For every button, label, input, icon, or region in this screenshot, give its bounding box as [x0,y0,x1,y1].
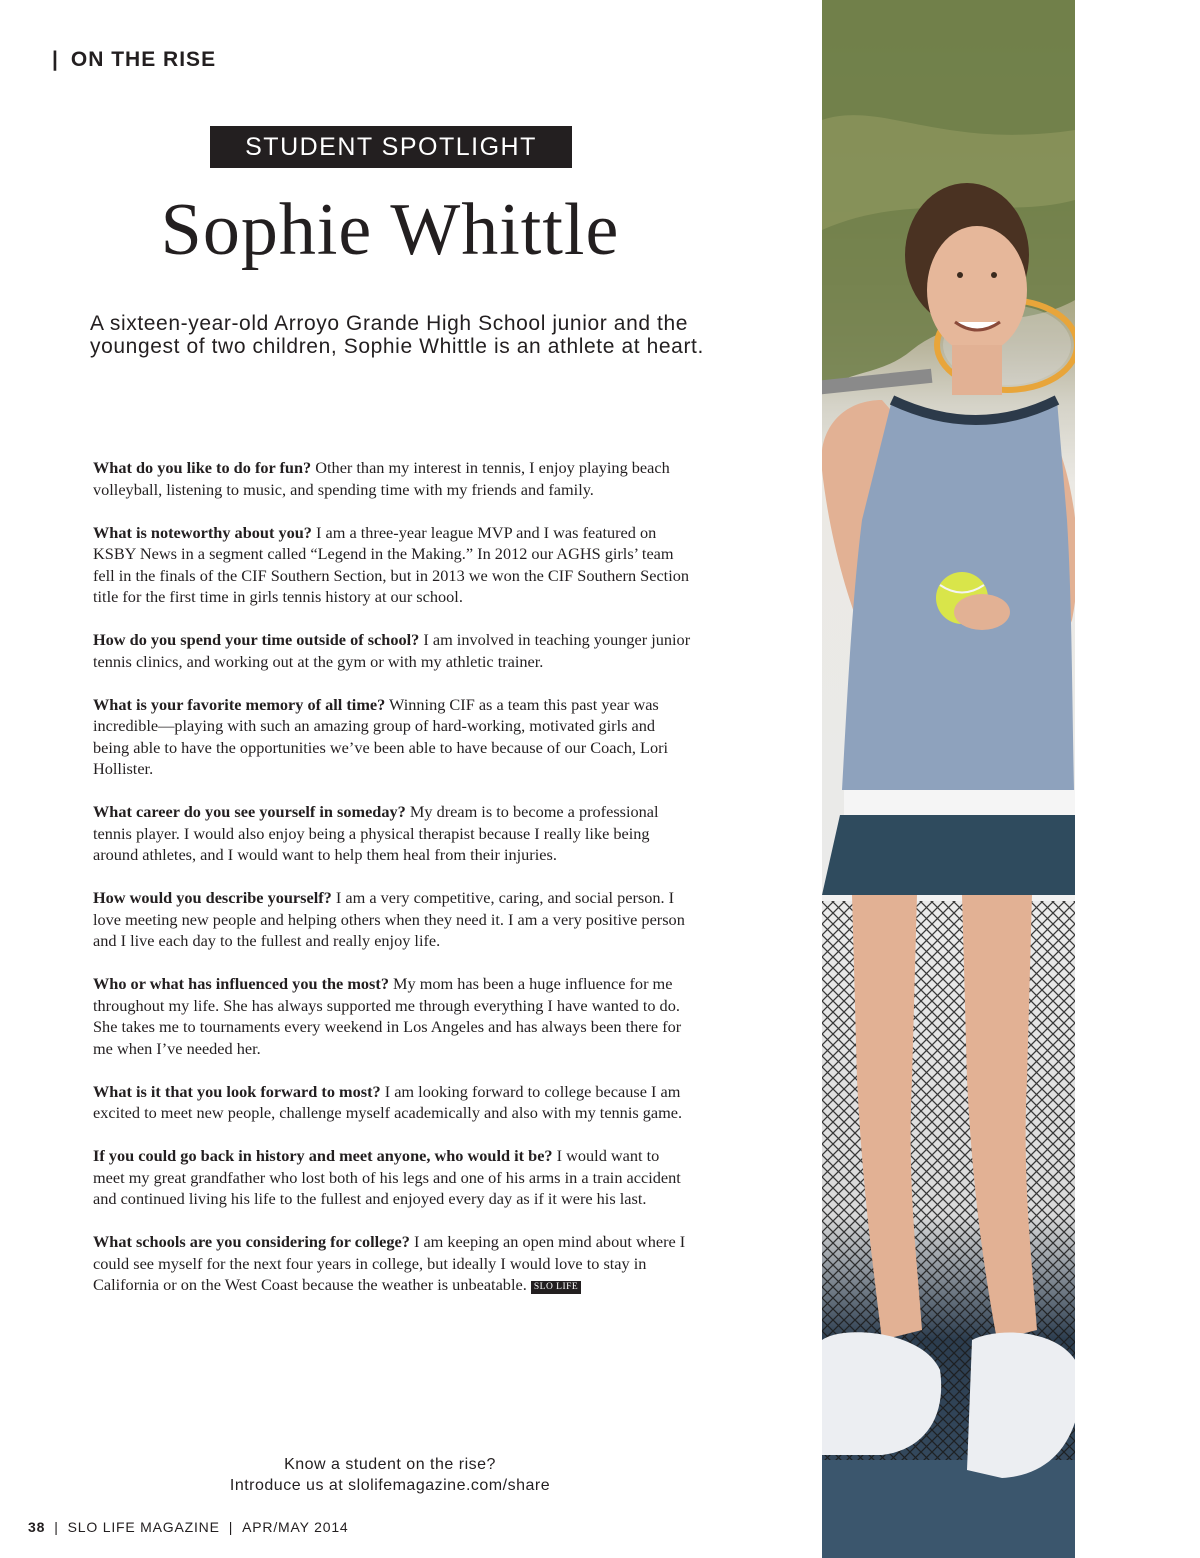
qa-item [93,629,693,672]
qa-answer: I am a three-year league MVP and I was featured on KSBY News in a segment called “Legend in the Making.” In 2012 our AGHS girls’ team fell in the finals of the CIF Southern Section, but in 2013 we won the CIF Southern Section title for the first time in girls tennis history at our school. [93,522,690,606]
qa-answer: Other than my interest in tennis, I enjoy playing beach volleyball, listening to music, and spending time with my friends and family. [93,458,670,499]
qa-item [93,1081,693,1124]
share-callout-link[interactable]: Introduce us at slolifemagazine.com/share [229,1477,551,1494]
spotlight-label: STUDENT SPOTLIGHT [245,132,537,161]
share-callout-line: Know a student on the rise? [284,1456,496,1473]
qa-item [93,1231,693,1296]
qa-answer: I am keeping an open mind about where I could see myself for the next four years in college, but ideally I would love to stay in California or on the West Coast because the weather is unbeatable. [93,1232,686,1294]
qa-item [93,694,693,780]
qa-answer: My dream is to become a professional tennis player. I would also enjoy being a physical therapist because I really like being around athletes, and I would want to help them heal from their injuries. [93,802,659,864]
qa-question: What is your favorite memory of all time? [93,694,386,714]
tennis-skirt [822,815,1075,895]
qa-question: What do you like to do for fun? [93,458,312,477]
qa-item [93,457,693,500]
face [927,226,1027,354]
qa-item [93,1145,693,1210]
qa-item [93,973,693,1059]
qa-answer: I am involved in teaching younger junior tennis clinics, and working out at the gym or with my athletic trainer. [93,630,691,671]
qa-item [93,887,693,952]
qa-question: How do you spend your time outside of school? [93,630,420,649]
share-callout [150,1454,630,1496]
page-number: 38 [28,1519,46,1535]
qa-item [93,522,693,608]
issue-date: APR/MAY 2014 [242,1519,349,1535]
qa-question: If you could go back in history and meet anyone, who would it be? [93,1146,553,1165]
qa-answer: I am a very competitive, caring, and social person. I love meeting new people and helping others when they need it. I am a very positive person and I live each day to the fullest and really enjoy life. [93,888,685,950]
footer-divider: | [228,1519,234,1535]
footer-divider: | [54,1519,59,1535]
qa-question: What career do you see yourself in someday? [93,802,406,821]
qa-answer: I would want to meet my great grandfather who lost both of his legs and one of his arms in a train accident and continued living his life to the fullest and enjoyed every day as if it were his last. [93,1146,681,1208]
article-lede: A sixteen-year-old Arroyo Grande High School junior and the youngest of two children, Sophie Whittle is an athlete at heart. [90,312,704,358]
section-title: ON THE RISE [70,48,217,71]
qa-answer: Winning CIF as a team this past year was incredible—playing with such an amazing group of hard-working, motivated girls and being able to have the opportunities we’ve been able to have because of our Coach, Lori Hollister. [93,694,669,778]
qa-question: Who or what has influenced you the most? [93,974,389,993]
qa-question: What is it that you look forward to most? [93,1081,381,1101]
athlete-photo-illustration [822,0,1075,1558]
end-mark-badge: SLO LIFE [531,1281,581,1294]
qa-question: What schools are you considering for college? [93,1232,410,1251]
magazine-name: SLO LIFE MAGAZINE [67,1519,220,1535]
section-label [52,48,216,72]
article-title: Sophie Whittle [160,189,620,271]
qa-question: What is noteworthy about you? [93,522,312,542]
section-divider: | [52,48,59,71]
athlete-photo [822,0,1075,1558]
qa-item [93,801,693,866]
qa-question: How would you describe yourself? [93,888,332,907]
qa-list [93,457,693,1317]
page-footer [28,1519,349,1535]
qa-answer: My mom has been a huge influence for me throughout my life. She has always supported me through everything I have wanted to do. She takes me to tournaments every weekend in Los Angeles and has always been there for me when I’ve needed her. [93,974,682,1058]
qa-answer: I am looking forward to college because I am excited to meet new people, challenge myself academically and also with my tennis game. [93,1081,683,1122]
spotlight-banner [210,126,572,168]
tennis-court [822,1460,1075,1558]
